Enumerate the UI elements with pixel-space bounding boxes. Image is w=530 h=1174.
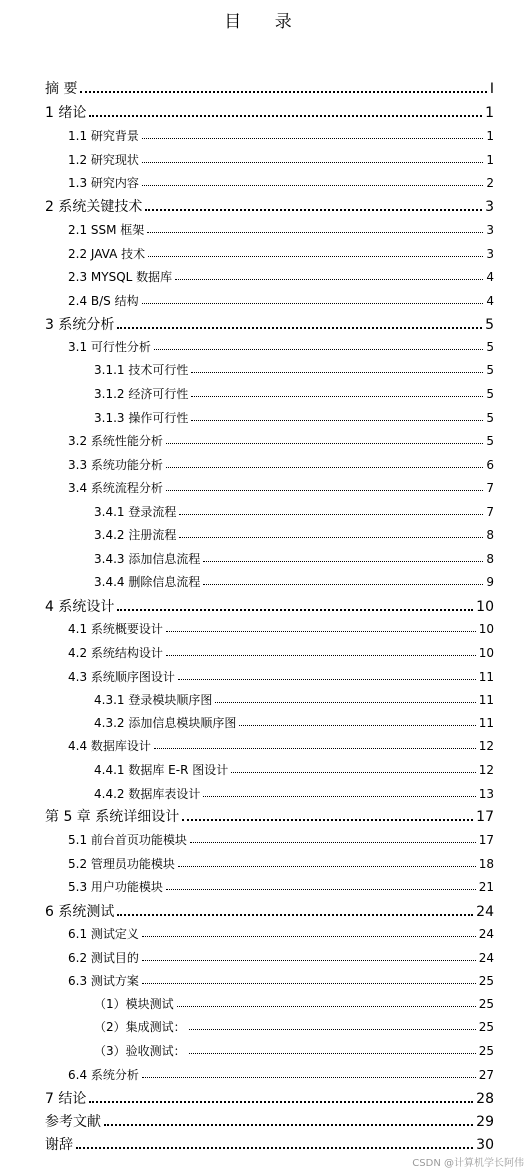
toc-page-number: 7 [486, 481, 494, 495]
toc-entry [68, 647, 494, 659]
toc-entry [94, 717, 494, 729]
toc-title: 目 录 [224, 12, 306, 32]
toc-page-number: 5 [485, 317, 494, 333]
toc-entry-title: 2.4 B/S 结构 [68, 294, 139, 308]
dot-leader [117, 609, 473, 611]
toc-page-number: 1 [486, 153, 494, 167]
toc-page-number: 24 [476, 904, 494, 920]
toc-entry [68, 952, 494, 964]
toc-page-number: 30 [476, 1137, 494, 1153]
toc-page-number: 11 [478, 670, 494, 684]
toc-entry-title: 3.4.1 登录流程 [94, 505, 177, 519]
toc-entry [45, 200, 494, 214]
toc-entry-title: 6.1 测试定义 [68, 927, 139, 941]
toc-page-number: 9 [486, 575, 494, 589]
toc-page-number: 13 [478, 787, 494, 801]
dot-leader [80, 91, 486, 93]
toc-page-number: 17 [478, 833, 494, 847]
toc-entry [68, 975, 494, 987]
toc-entry [68, 928, 494, 940]
toc-page-number: 17 [476, 809, 494, 825]
dot-leader [179, 537, 483, 538]
dot-leader [89, 115, 482, 117]
dot-leader [177, 1006, 476, 1007]
toc-page-number: 18 [478, 857, 494, 871]
toc-entry [68, 224, 494, 236]
toc-entry-title: 6.2 测试目的 [68, 951, 139, 965]
dot-leader [166, 443, 483, 444]
toc-entry [68, 881, 494, 893]
toc-entry [68, 154, 494, 166]
toc-entry-title: （1）模块测试 [94, 997, 174, 1011]
dot-leader [117, 327, 482, 329]
toc-page-number: 25 [478, 1044, 494, 1058]
dot-leader [166, 889, 476, 890]
dot-leader [89, 1101, 473, 1103]
toc-entry [94, 998, 494, 1010]
toc-page-number: 3 [486, 223, 494, 237]
toc-entry-title: 6.3 测试方案 [68, 974, 139, 988]
toc-entry [94, 1021, 494, 1033]
dot-leader [190, 842, 476, 843]
toc-page-number: 5 [486, 411, 494, 425]
dot-leader [148, 256, 483, 257]
dot-leader [142, 185, 483, 186]
dot-leader [178, 866, 476, 867]
toc-entry-title: 1.2 研究现状 [68, 153, 139, 167]
toc-page-number: 3 [485, 199, 494, 215]
toc-page-number: 7 [486, 505, 494, 519]
dot-leader [203, 561, 483, 562]
toc-entry [68, 295, 494, 307]
toc-page-number: 5 [486, 340, 494, 354]
toc-entry [94, 553, 494, 565]
toc-entry-title: 4.2 系统结构设计 [68, 646, 163, 660]
toc-entry-title: 3.1.2 经济可行性 [94, 387, 189, 401]
toc-page-number: 1 [486, 129, 494, 143]
toc-entry-title: 7 结论 [45, 1091, 87, 1107]
dot-leader [231, 772, 475, 773]
dot-leader [142, 983, 476, 984]
toc-entry-title: 3.4 系统流程分析 [68, 481, 163, 495]
dot-leader [179, 514, 483, 515]
toc-entry [94, 412, 494, 424]
toc-entry-title: （2）集成测试： [94, 1020, 186, 1034]
dot-leader [191, 396, 483, 397]
toc-entry [68, 271, 494, 283]
toc-page-number: 25 [478, 997, 494, 1011]
toc-entry-title: 3.1.3 操作可行性 [94, 411, 189, 425]
toc-entry-title: 5.2 管理员功能模块 [68, 857, 175, 871]
toc-entry-title: 4.4.1 数据库 E-R 图设计 [94, 763, 229, 777]
toc-page-number: 6 [486, 458, 494, 472]
toc-entry [45, 82, 494, 96]
toc-entry-title: 4.4 数据库设计 [68, 739, 151, 753]
toc-entry-title: 摘 要 [45, 81, 78, 97]
toc-entry-title: 4.3 系统顺序图设计 [68, 670, 175, 684]
dot-leader [142, 936, 476, 937]
toc-page-number: 10 [476, 599, 494, 615]
dot-leader [117, 914, 473, 916]
toc-entry [94, 388, 494, 400]
dot-leader [142, 138, 483, 139]
dot-leader [154, 748, 476, 749]
toc-entry [45, 905, 494, 919]
toc-entry-title: 4.1 系统概要设计 [68, 622, 163, 636]
toc-entry-title: 3.3 系统功能分析 [68, 458, 163, 472]
toc-entry [94, 529, 494, 541]
toc-page-number: 11 [478, 716, 494, 730]
toc-entry-title: 6.4 系统分析 [68, 1068, 139, 1082]
toc-entry [45, 1092, 494, 1106]
toc-page-number: 24 [478, 951, 494, 965]
dot-leader [104, 1124, 473, 1126]
toc-entry [68, 248, 494, 260]
toc-entry-title: 谢辞 [45, 1137, 73, 1153]
toc-entry [45, 318, 494, 332]
toc-entry-title: 3.4.3 添加信息流程 [94, 552, 201, 566]
toc-entry [68, 435, 494, 447]
toc-entry [68, 130, 494, 142]
dot-leader [203, 796, 475, 797]
dot-leader [191, 372, 483, 373]
toc-entry [68, 671, 494, 683]
toc-entry-title: 2.2 JAVA 技术 [68, 247, 146, 261]
toc-page-number: 28 [476, 1091, 494, 1107]
dot-leader [189, 1053, 476, 1054]
toc-page-number: 27 [478, 1068, 494, 1082]
toc-page-number: 11 [478, 693, 494, 707]
dot-leader [142, 1077, 476, 1078]
toc-entry-title: 3 系统分析 [45, 317, 115, 333]
toc-entry-title: 6 系统测试 [45, 904, 115, 920]
toc-entry-title: 4.3.2 添加信息模块顺序图 [94, 716, 237, 730]
toc-entry-title: 2 系统关键技术 [45, 199, 143, 215]
toc-entry [68, 858, 494, 870]
toc-page-number: 5 [486, 387, 494, 401]
toc-entry [45, 1138, 494, 1152]
toc-entry [68, 623, 494, 635]
toc-entry-title: 参考文献 [45, 1114, 101, 1130]
toc-entry [68, 1069, 494, 1081]
toc-entry [94, 364, 494, 376]
toc-entry [94, 694, 494, 706]
toc-entry [68, 459, 494, 471]
toc-entry [94, 788, 494, 800]
toc-entry-title: 第 5 章 系统详细设计 [45, 809, 180, 825]
toc-page-number: 2 [486, 176, 494, 190]
toc-entry [94, 1045, 494, 1057]
dot-leader [178, 679, 476, 680]
dot-leader [142, 162, 483, 163]
toc-page-number: 12 [478, 739, 494, 753]
watermark: CSDN @计算机学长阿伟 [412, 1158, 524, 1169]
dot-leader [166, 490, 483, 491]
dot-leader [142, 303, 484, 304]
dot-leader [215, 702, 475, 703]
toc-page-number: 5 [486, 434, 494, 448]
toc-entry [68, 740, 494, 752]
toc-page-number: 4 [486, 270, 494, 284]
toc-entry [45, 1115, 494, 1129]
toc-page-number: 24 [478, 927, 494, 941]
toc-page-number: 10 [478, 622, 494, 636]
dot-leader [145, 209, 482, 211]
toc-page-number: 1 [485, 105, 494, 121]
toc-entry-title: 1 绪论 [45, 105, 87, 121]
dot-leader [76, 1147, 473, 1149]
dot-leader [142, 960, 476, 961]
toc-entry-title: 4.3.1 登录模块顺序图 [94, 693, 213, 707]
dot-leader [239, 725, 475, 726]
toc-page-number: 25 [478, 974, 494, 988]
dot-leader [166, 467, 483, 468]
toc-entry-title: 3.4.2 注册流程 [94, 528, 177, 542]
toc-entry-title: 3.4.4 删除信息流程 [94, 575, 201, 589]
dot-leader [182, 819, 473, 821]
toc-entry [68, 341, 494, 353]
toc-page-number: 10 [478, 646, 494, 660]
toc-entry-title: 3.2 系统性能分析 [68, 434, 163, 448]
toc-entry [68, 482, 494, 494]
dot-leader [166, 631, 476, 632]
toc-entry-title: 3.1 可行性分析 [68, 340, 151, 354]
toc-entry-title: 1.1 研究背景 [68, 129, 139, 143]
toc-entry-title: 2.1 SSM 框架 [68, 223, 145, 237]
toc-page-number: 21 [478, 880, 494, 894]
toc-page-number: 8 [486, 528, 494, 542]
toc-entry-title: 5.1 前台首页功能模块 [68, 833, 187, 847]
toc-entry [94, 506, 494, 518]
toc-page-number: 29 [476, 1114, 494, 1130]
dot-leader [147, 232, 483, 233]
toc-entry [68, 834, 494, 846]
dot-leader [166, 655, 476, 656]
toc-page-number: 3 [486, 247, 494, 261]
toc-entry-title: 4 系统设计 [45, 599, 115, 615]
toc-entry-title: （3）验收测试： [94, 1044, 186, 1058]
toc-page-number: I [489, 81, 494, 97]
toc-page-number: 25 [478, 1020, 494, 1034]
toc-entry-title: 2.3 MYSQL 数据库 [68, 270, 173, 284]
toc-entry [94, 576, 494, 588]
dot-leader [154, 349, 483, 350]
toc-entry [45, 810, 494, 824]
toc-entry [94, 764, 494, 776]
toc-entry-title: 5.3 用户功能模块 [68, 880, 163, 894]
toc-page-number: 8 [486, 552, 494, 566]
dot-leader [189, 1029, 476, 1030]
toc-page-number: 12 [478, 763, 494, 777]
toc-entry [45, 106, 494, 120]
toc-page-number: 5 [486, 363, 494, 377]
dot-leader [203, 584, 483, 585]
toc-page-number: 4 [486, 294, 494, 308]
toc-entry-title: 3.1.1 技术可行性 [94, 363, 189, 377]
toc-entry-title: 4.4.2 数据库表设计 [94, 787, 201, 801]
toc-entry-title: 1.3 研究内容 [68, 176, 139, 190]
dot-leader [191, 420, 483, 421]
toc-entry [45, 600, 494, 614]
toc-entry [68, 177, 494, 189]
dot-leader [175, 279, 483, 280]
